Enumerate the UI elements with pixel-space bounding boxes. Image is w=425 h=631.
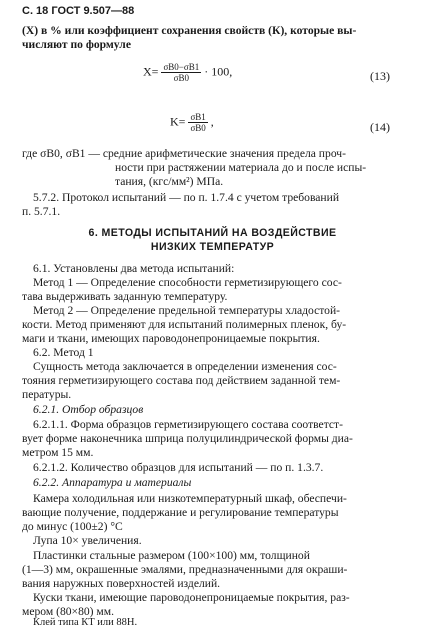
p572-line-1: 5.7.2. Протокол испытаний — по п. 1.7.4 с учетом требований <box>33 191 340 204</box>
formula-14-numerator: σB1 <box>190 112 206 122</box>
intro-line-2: числяют по формуле <box>22 38 131 51</box>
formula-14-denominator: σB0 <box>190 123 206 133</box>
section-6-title-1: 6. МЕТОДЫ ИСПЫТАНИЙ НА ВОЗДЕЙСТВИЕ <box>88 227 337 239</box>
p622-line-4: Лупа 10× увеличения. <box>33 534 142 547</box>
p622-line-1: Камера холодильная или низкотемпературный шкаф, обеспечи- <box>33 492 347 505</box>
formula-13-lhs: X= <box>143 64 159 79</box>
p62-line-3: тояния герметизирующего состава под действием заданной тем- <box>22 374 341 387</box>
p572-line-2: п. 5.7.1. <box>22 205 61 218</box>
p622-line-7: вания наружных поверхностей изделий. <box>22 577 221 590</box>
p622-line-2: вающие получение, поддержание и регулирование температуры <box>22 506 339 519</box>
formula-13 <box>143 62 232 83</box>
equation-number-13: (13) <box>370 69 390 83</box>
p62-line-2: Сущность метода заключается в определении изменения сос- <box>33 360 337 373</box>
p61-line-2: Метод 1 — Определение способности герметизирующего сос- <box>33 276 342 289</box>
p621-line-1: 6.2.1.1. Форма образцов герметизирующего состава соответст- <box>33 418 343 431</box>
formula-14-lhs: K= <box>170 114 186 129</box>
p621-title: 6.2.1. Отбор образцов <box>33 403 144 416</box>
p622-title: 6.2.2. Аппаратура и материалы <box>33 476 192 489</box>
formula-13-numerator: σB0−σB1 <box>163 62 200 72</box>
p61-line-4: Метод 2 — Определение предельной температуры хладостой- <box>33 304 341 317</box>
p621-line-3: метром 15 мм. <box>22 446 94 459</box>
p61-line-1: 6.1. Установлены два метода испытаний: <box>33 262 235 275</box>
p622-line-6: (1—3) мм, окрашенные эмалями, предназначенными для окраши- <box>22 563 348 576</box>
page-header: С. 18 ГОСТ 9.507—88 <box>22 5 135 17</box>
where-line-2: ности при растяжении материала до и после испы- <box>115 161 367 174</box>
p62-line-1: 6.2. Метод 1 <box>33 346 94 359</box>
formula-14 <box>170 112 214 133</box>
p62-line-4: пературы. <box>22 388 72 401</box>
p621-line-2: вует форме наконечника шприца полуцилиндрической формы диа- <box>22 432 353 445</box>
p622-line-9: мером (80×80) мм. <box>22 605 115 618</box>
p622-line-10: Клей типа КТ или 88Н. <box>33 617 138 628</box>
equation-number-14: (14) <box>370 120 390 134</box>
section-6-title-2: НИЗКИХ ТЕМПЕРАТУР <box>150 241 275 253</box>
formula-13-fraction <box>161 62 201 83</box>
p61-line-3: тава выдерживать заданную температуру. <box>22 290 228 303</box>
where-line-3: тания, (кгс/мм²) МПа. <box>115 175 224 188</box>
formula-14-fraction <box>188 112 207 133</box>
p622-line-3: до минус (100±2) °С <box>22 520 123 533</box>
p621-line-4: 6.2.1.2. Количество образцов для испытаний — по п. 1.3.7. <box>33 461 324 474</box>
where-line-1: где σB0, σB1 — средние арифметические значения предела проч- <box>22 147 347 160</box>
p61-line-6: маги и ткани, имеющих пароводонепроницаемые покрытия. <box>22 332 320 345</box>
formula-13-denominator: σB0 <box>173 73 190 83</box>
intro-line-1: (X) в % или коэффициент сохранения свойств (К), которые вы- <box>22 24 357 37</box>
p61-line-5: кости. Метод применяют для испытаний полимерных пленок, бу- <box>22 318 347 331</box>
p622-line-5: Пластинки стальные размером (100×100) мм, толщиной <box>33 549 310 562</box>
p622-line-8: Куски ткани, имеющие пароводонепроницаемые покрытия, раз- <box>33 591 350 604</box>
formula-14-tail: , <box>210 114 214 129</box>
formula-13-tail: · 100, <box>204 64 233 79</box>
